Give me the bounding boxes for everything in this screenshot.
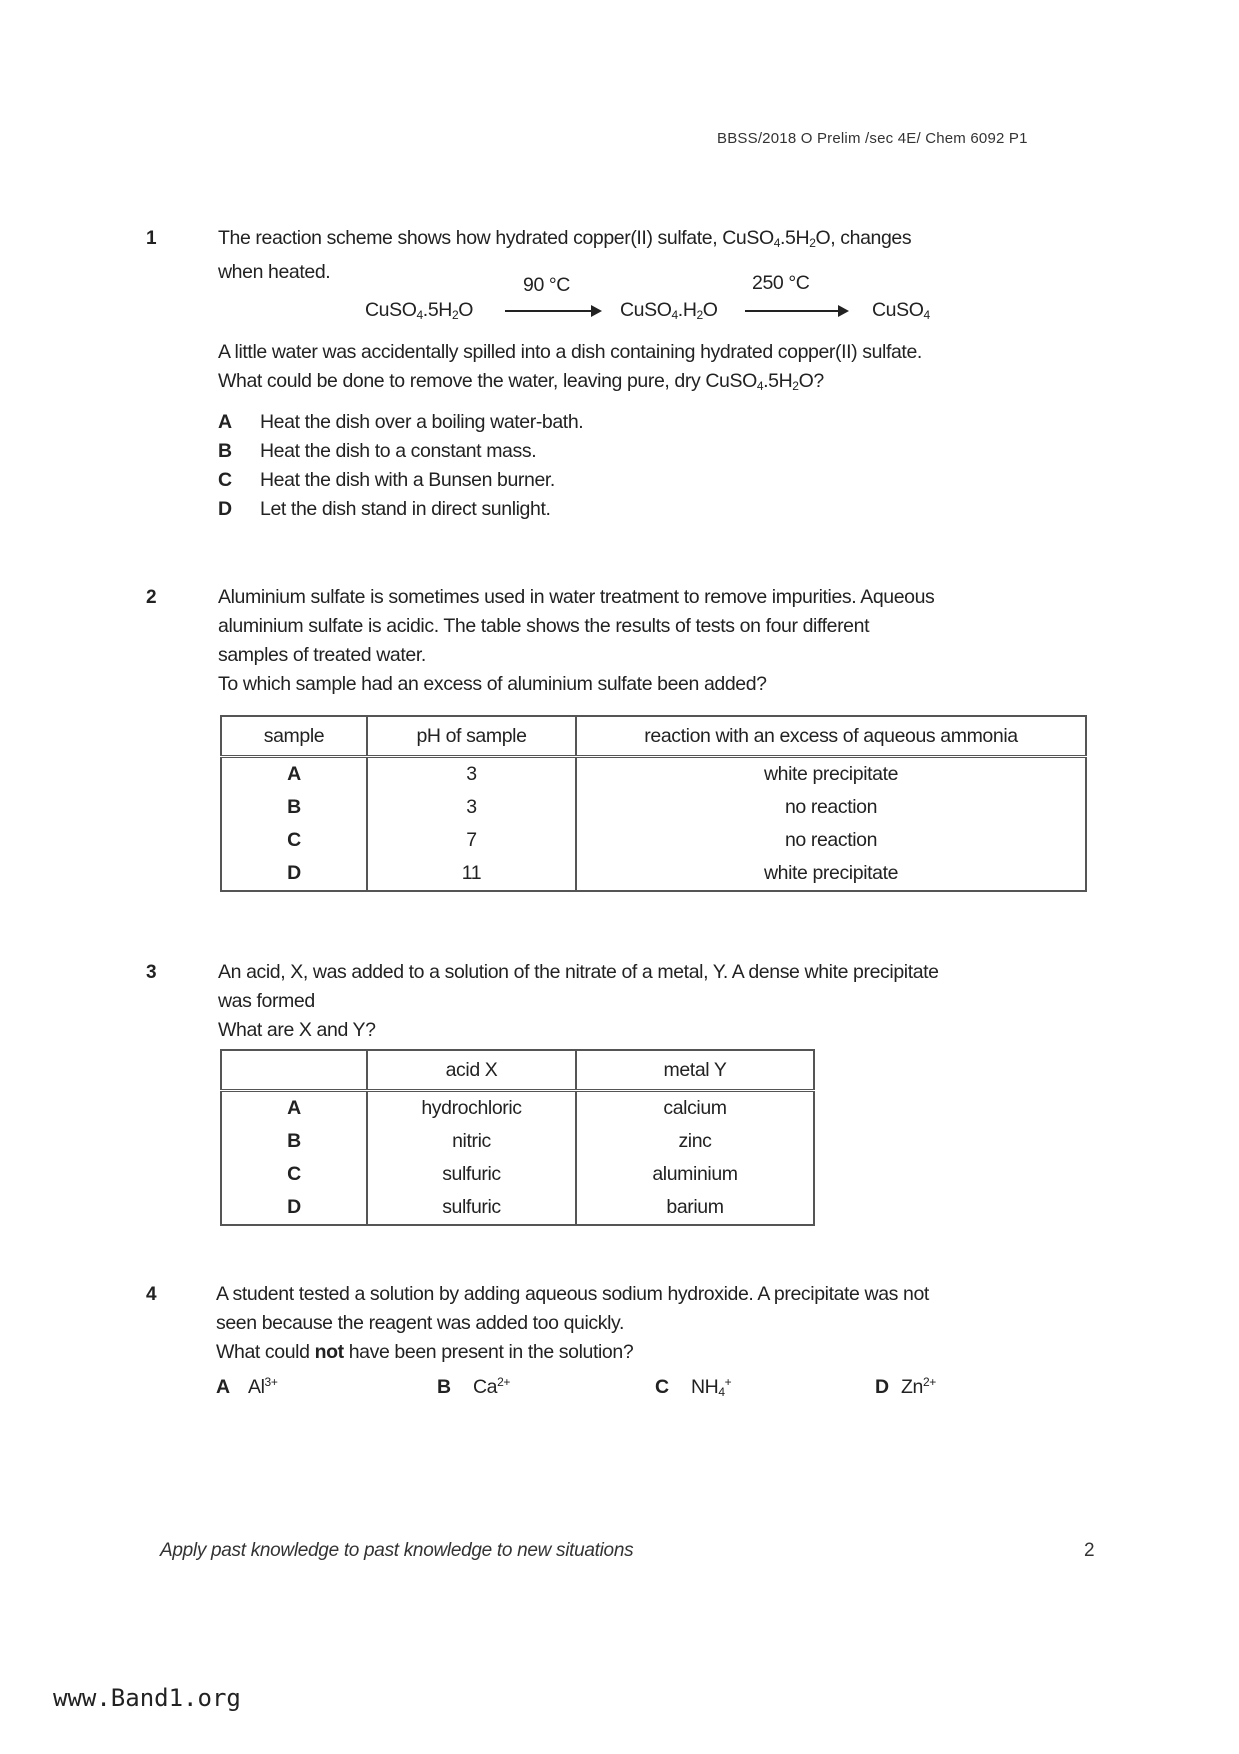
option-b[interactable]: B Heat the dish to a constant mass. xyxy=(218,440,537,462)
answer-options xyxy=(218,408,583,524)
option-c[interactable]: C Heat the dish with a Bunsen burner. xyxy=(218,469,555,491)
condition-1: 90 °C xyxy=(523,274,570,296)
question-stem: An acid, X, was added to a solution of the nitrate of a metal, Y. A dense white precipitate was formed What are X and Y? xyxy=(218,961,939,1041)
reactant-formula: $CuSO_4.5H_2O$ xyxy=(365,299,474,322)
question-number: 2 xyxy=(146,587,157,608)
table-row: D sulfuric barium xyxy=(221,1191,814,1225)
question-number: 3 xyxy=(146,962,157,983)
table-row: A hydrochloric calcium xyxy=(221,1091,814,1126)
question-stem: A student tested a solution by adding aqueous sodium hydroxide. A precipitate was not seen because the reagent was added too quickly. What could not have been present in the solution? xyxy=(216,1283,929,1363)
question-stem: Aluminium sulfate is sometimes used in water treatment to remove impurities. Aqueous aluminium sulfate is acidic. The table shows the results of tests on four different samples of treated water. To which sample had an excess of aluminium sulfate been added? xyxy=(218,586,935,695)
exam-reference-header: BBSS/2018 O Prelim /sec 4E/ Chem 6092 P1 xyxy=(717,130,1028,147)
table-row: B nitric zinc xyxy=(221,1125,814,1158)
intermediate-formula: $CuSO_4.H_2O$ xyxy=(620,299,718,322)
reaction-arrow-icon xyxy=(745,310,847,312)
table-row: C 7 no reaction xyxy=(221,824,1086,857)
watermark-link[interactable]: www.Band1.org xyxy=(53,1684,241,1712)
page-number: 2 xyxy=(1084,1540,1095,1561)
option-d[interactable]: D Let the dish stand in direct sunlight. xyxy=(218,498,551,520)
acid-metal-table: acid X metal Y A hydrochloric calcium B nitric zinc C sulfuric aluminium D sulfuric barium xyxy=(220,1049,815,1226)
table-row: A 3 white precipitate xyxy=(221,757,1086,792)
question-number: 4 xyxy=(146,1284,157,1305)
option-c[interactable]: C $NH_4^+$ xyxy=(655,1375,732,1399)
reaction-arrow-icon xyxy=(505,310,600,312)
table-row: B 3 no reaction xyxy=(221,791,1086,824)
product-formula: CuSO$_4$ xyxy=(872,299,930,322)
question-paragraph: A little water was accidentally spilled into a dish containing hydrated copper(II) sulfate. What could be done to remove the water, leaving pure, dry $CuSO_4.5H_2O$? xyxy=(218,341,922,393)
condition-2: 250 °C xyxy=(752,272,810,294)
option-b[interactable]: B $Ca^{2+}$ xyxy=(437,1375,511,1398)
table-row: D 11 white precipitate xyxy=(221,857,1086,891)
footer-tagline: Apply past knowledge to past knowledge to new situations xyxy=(160,1540,634,1561)
table-row: C sulfuric aluminium xyxy=(221,1158,814,1191)
sample-results-table: sample pH of sample reaction with an excess of aqueous ammonia A 3 white precipitate B 3 no reaction C 7 no reaction D 11 white precipitate xyxy=(220,715,1087,892)
option-d[interactable]: D $Zn^{2+}$ xyxy=(875,1375,936,1398)
question-number: 1 xyxy=(146,228,157,249)
option-a[interactable]: A $Al^{3+}$ xyxy=(216,1375,278,1398)
question-stem: The reaction scheme shows how hydrated copper(II) sulfate, $CuSO_4.5H_2O$, changes when heated. xyxy=(218,227,912,283)
option-a[interactable]: A Heat the dish over a boiling water-bath. xyxy=(218,411,584,433)
